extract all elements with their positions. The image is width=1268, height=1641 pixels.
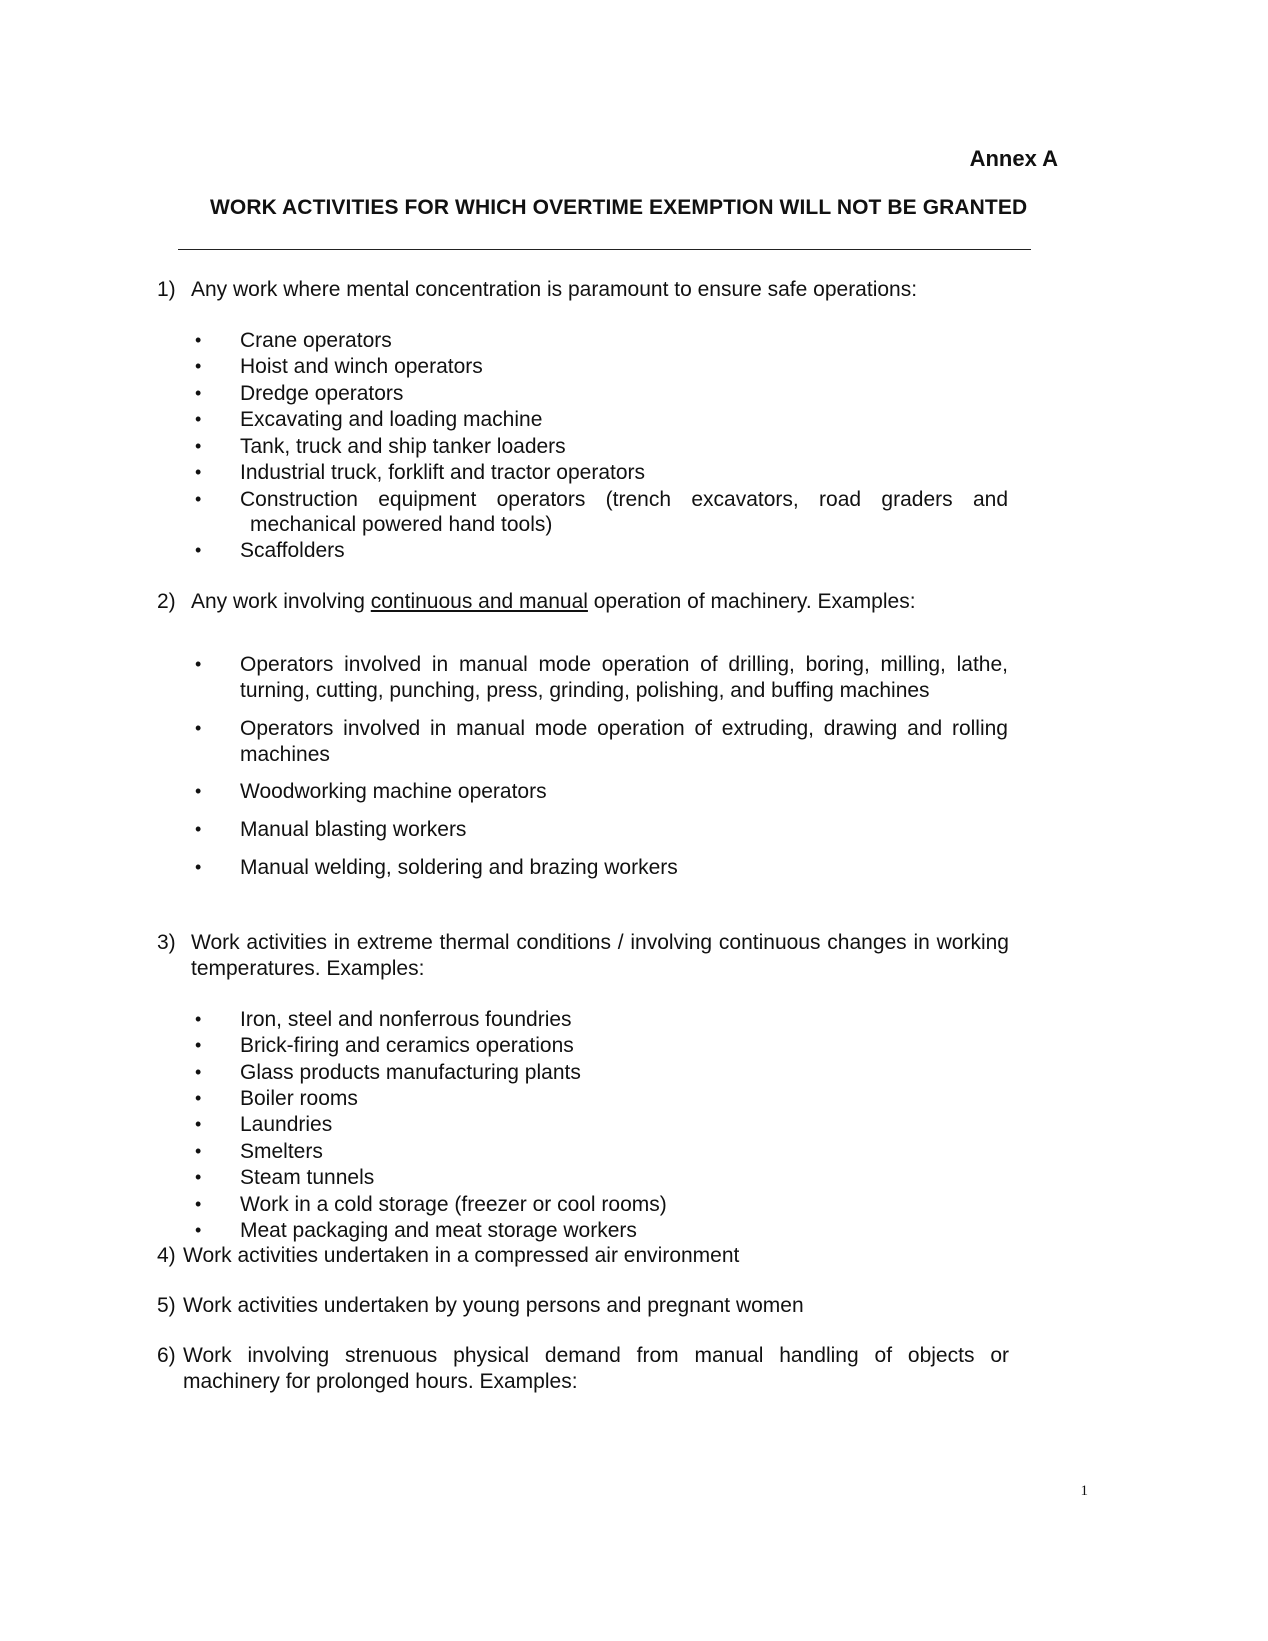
list-item: Operators involved in manual mode operation of extruding, drawing and rolling machines xyxy=(240,717,1008,766)
bullet-icon: • xyxy=(195,1009,202,1029)
bullet-icon: • xyxy=(195,654,202,674)
bullet-icon: • xyxy=(195,1220,202,1240)
annex-label: Annex A xyxy=(969,146,1058,171)
list-item: Industrial truck, forklift and tractor operators xyxy=(240,461,645,484)
bullet-icon: • xyxy=(195,356,202,376)
list-item: Glass products manufacturing plants xyxy=(240,1061,581,1084)
bullet-icon: • xyxy=(195,1194,202,1214)
section-4-number: 4) xyxy=(157,1244,176,1267)
list-item: Hoist and winch operators xyxy=(240,355,483,378)
page-number: 1 xyxy=(1080,1483,1088,1499)
section-2-heading xyxy=(157,589,916,615)
list-item: Steam tunnels xyxy=(240,1166,375,1189)
list-item: Construction equipment operators (trench excavators, road graders and xyxy=(240,488,1008,511)
section-3-text: Work activities in extreme thermal conditions / involving continuous changes in working temperatures. Examples: xyxy=(191,931,1009,980)
section-2-number: 2) xyxy=(157,590,176,613)
list-item: Smelters xyxy=(240,1140,323,1163)
bullet-icon: • xyxy=(195,819,202,839)
list-item: Laundries xyxy=(240,1113,333,1136)
bullet-icon: • xyxy=(195,1141,202,1161)
section-2-text-post: operation of machinery. Examples: xyxy=(587,590,916,613)
list-item-continuation: mechanical powered hand tools) xyxy=(250,513,553,536)
section-2-underlined-text: continuous and manual xyxy=(370,590,588,613)
document-title: WORK ACTIVITIES FOR WHICH OVERTIME EXEMPTION WILL NOT BE GRANTED xyxy=(210,196,1028,219)
section-3-heading xyxy=(157,930,1009,982)
section-6-text: Work involving strenuous physical demand from manual handling of objects or machinery for prolonged hours. Examples: xyxy=(183,1344,1009,1393)
section-5-text: Work activities undertaken by young persons and pregnant women xyxy=(183,1294,804,1317)
section-4-text: Work activities undertaken in a compressed air environment xyxy=(183,1244,740,1267)
bullet-icon: • xyxy=(195,462,202,482)
bullet-icon: • xyxy=(195,781,202,801)
list-item: Meat packaging and meat storage workers xyxy=(240,1219,637,1242)
section-3-number: 3) xyxy=(157,931,176,954)
bullet-icon: • xyxy=(195,1114,202,1134)
bullet-icon: • xyxy=(195,1088,202,1108)
list-item: Scaffolders xyxy=(240,539,345,562)
bullet-icon: • xyxy=(195,857,202,877)
list-item: Tank, truck and ship tanker loaders xyxy=(240,435,566,458)
list-item: Boiler rooms xyxy=(240,1087,358,1110)
section-1-number: 1) xyxy=(157,278,176,301)
list-item: Crane operators xyxy=(240,329,392,352)
section-4-heading xyxy=(157,1243,739,1269)
list-item: Work in a cold storage (freezer or cool rooms) xyxy=(240,1193,667,1216)
bullet-icon: • xyxy=(195,383,202,403)
list-item: Iron, steel and nonferrous foundries xyxy=(240,1008,572,1031)
list-item: Manual blasting workers xyxy=(240,818,467,841)
bullet-icon: • xyxy=(195,1035,202,1055)
title-rule xyxy=(178,249,1031,250)
list-item: Manual welding, soldering and brazing workers xyxy=(240,856,678,879)
bullet-icon: • xyxy=(195,409,202,429)
list-item: Operators involved in manual mode operation of drilling, boring, milling, lathe, turning, cutting, punching, press, grinding, polishing, and buffing machines xyxy=(240,653,1008,702)
bullet-icon: • xyxy=(195,436,202,456)
section-6-number: 6) xyxy=(157,1344,176,1367)
bullet-icon: • xyxy=(195,489,202,509)
bullet-icon: • xyxy=(195,718,202,738)
list-item: Brick-firing and ceramics operations xyxy=(240,1034,574,1057)
list-item: Dredge operators xyxy=(240,382,404,405)
section-6-heading xyxy=(157,1343,1009,1395)
bullet-icon: • xyxy=(195,1167,202,1187)
section-5-number: 5) xyxy=(157,1294,176,1317)
section-1-heading xyxy=(157,277,917,303)
section-2-text-pre: Any work involving xyxy=(191,590,371,613)
bullet-icon: • xyxy=(195,330,202,350)
list-item: Excavating and loading machine xyxy=(240,408,543,431)
bullet-icon: • xyxy=(195,540,202,560)
list-item: Woodworking machine operators xyxy=(240,780,547,803)
section-5-heading xyxy=(157,1293,804,1319)
section-1-text: Any work where mental concentration is paramount to ensure safe operations: xyxy=(191,278,918,301)
bullet-icon: • xyxy=(195,1062,202,1082)
